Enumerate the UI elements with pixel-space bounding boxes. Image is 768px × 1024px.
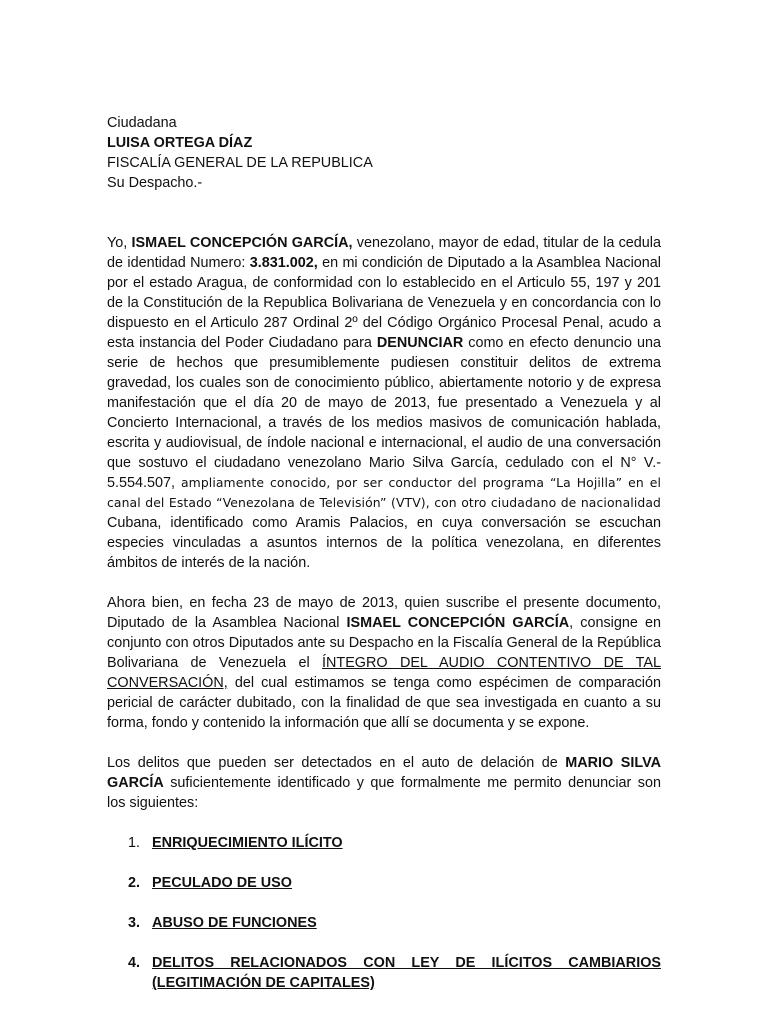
text-span: Ahora bien, en fecha 23 de mayo de 2013, quien suscribe el presente documento, Diputado de la Asamblea Nacional <box>107 595 661 631</box>
accused-name: MARIO SILVA GARCÍA <box>107 755 662 791</box>
addressee-block <box>107 113 661 193</box>
text-span: , consigne en conjunto con otros Diputados ante su Despacho en la Fiscalía General de la República Bolivariana de Venezuela el <box>107 615 661 671</box>
text-span: suficientemente identificado y que formalmente me permito denunciar son los siguientes: <box>107 775 661 811</box>
addressee-name: LUISA ORTEGA DÍAZ <box>107 135 253 151</box>
text-span: Los delitos que pueden ser detectados en el auto de delación de <box>107 755 566 771</box>
paragraph-intro <box>107 233 661 573</box>
list-text: ABUSO DE FUNCIONES <box>152 915 317 931</box>
list-item <box>107 873 661 893</box>
text-span: del cual estimamos se tenga como espécimen de comparación pericial de carácter dubitado, con la finalidad de que sea investigada en cuanto a su forma, fondo y contenido la información que allí se documenta y se expone. <box>107 675 661 731</box>
text-span-alt-font: ampliamente conocido, por ser conductor del programa “La Hojilla” en el canal del Estado “Venezolana de Televisión” (VTV), con otro ciudadano de nacionalidad <box>107 475 661 510</box>
list-number: 2. <box>128 875 141 891</box>
list-item <box>107 913 661 933</box>
letter-page <box>107 113 661 993</box>
crimes-list <box>107 833 661 993</box>
complainant-name: ISMAEL CONCEPCIÓN GARCÍA, <box>131 235 353 251</box>
list-number: 1. <box>128 835 141 851</box>
text-span: como en efecto denuncio una serie de hechos que presumiblemente pudiesen constituir delitos de extrema gravedad, los cuales son de conocimiento público, abiertamente notorio y de expresa manifestación que el día 20 de mayo de 2013, fue presentado a Venezuela y al Concierto Internacional, a través de los medios masivos de comunicación hablada, escrita y audiovisual, de índole nacional e internacional, el audio de una conversación que sostuvo el ciudadano venezolano Mario Silva García, cedulado con el N° V.- 5.554.507, <box>107 335 661 491</box>
denunciar-keyword: DENUNCIAR <box>376 335 464 351</box>
audio-reference: ÍNTEGRO DEL AUDIO CONTENTIVO DE TAL CONVERSACIÓN, <box>107 655 661 691</box>
list-text: PECULADO DE USO <box>152 875 292 891</box>
list-text: DELITOS RELACIONADOS CON LEY DE ILÍCITOS CAMBIARIOS (LEGITIMACIÓN DE CAPITALES) <box>152 955 661 991</box>
list-number: 3. <box>128 915 141 931</box>
paragraph-crimes-intro <box>107 753 661 813</box>
text-span: en mi condición de Diputado a la Asamblea Nacional por el estado Aragua, de conformidad con lo establecido en el Articulo 55, 197 y 201 de la Constitución de la Republica Bolivariana de Venezuela y en concordancia con lo dispuesto en el Articulo 287 Ordinal 2º del Código Orgánico Procesal Penal, acudo a esta instancia del Poder Ciudadano para <box>107 255 661 351</box>
text-span: Cubana, identificado como Aramis Palacios, en cuya conversación se escuchan especies vinculadas a asuntos internos de la política venezolana, en diferentes ámbitos de interés de la nación. <box>107 515 661 571</box>
list-text: ENRIQUECIMIENTO ILÍCITO <box>152 835 343 851</box>
addressee-office: FISCALÍA GENERAL DE LA REPUBLICA <box>107 155 373 171</box>
list-number: 4. <box>128 955 141 971</box>
list-item <box>107 833 661 853</box>
complainant-name: ISMAEL CONCEPCIÓN GARCÍA <box>346 615 570 631</box>
addressee-closing: Su Despacho.- <box>107 175 203 191</box>
text-span: venezolano, mayor de edad, titular de la cedula de identidad Numero: <box>107 235 661 271</box>
text-span: Yo, <box>107 235 132 251</box>
list-item <box>107 953 661 993</box>
paragraph-audio <box>107 593 661 733</box>
id-number: 3.831.002, <box>249 255 318 271</box>
salutation: Ciudadana <box>107 115 177 131</box>
